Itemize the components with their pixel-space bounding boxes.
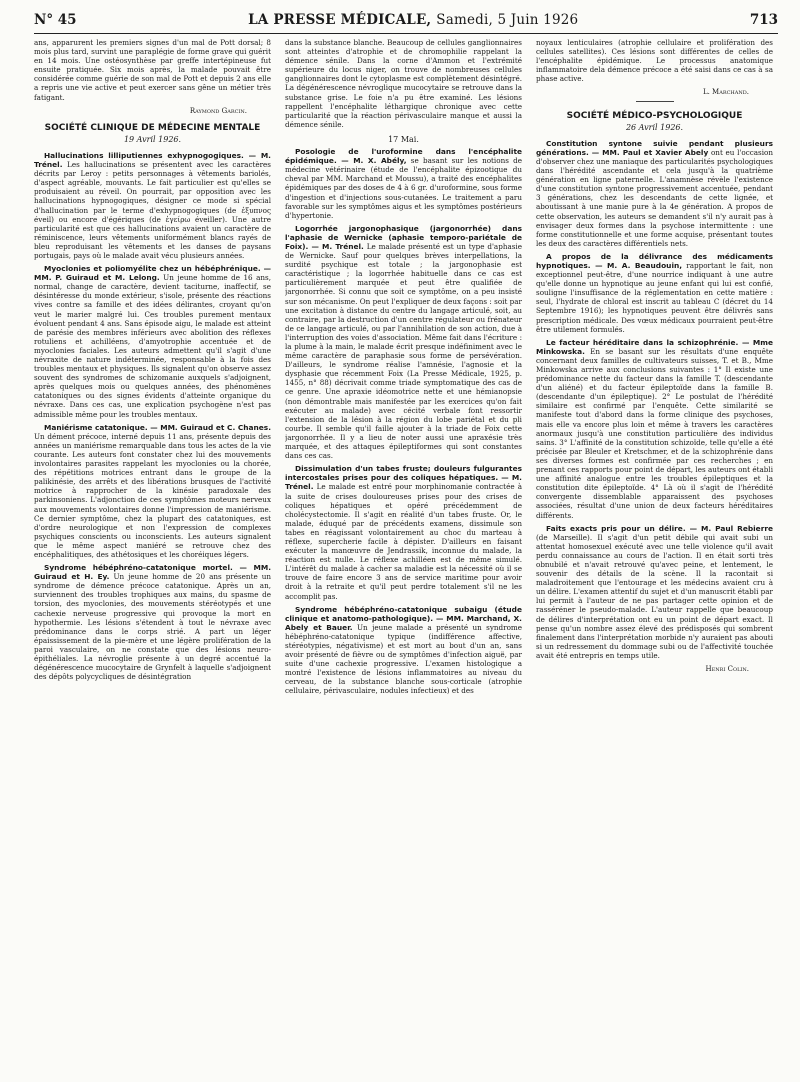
article-title: Syndrome hébéphréno-catatonique subaigu (étude clinique et anatomo-pathologique). — MM. Marchand, X. Abely et Bauer. [285,604,522,632]
page-number: 713 [749,12,778,28]
article-title: Logorrhée jargonophasique (jargonorrhée) dans l'aphasie de Wernicke (aphasie temporo-pariétale de Foix). — M. Trénel. [285,223,522,251]
article-body: se basant sur les notions de médecine vétérinaire (étude de l'encéphalite épizootique du cheval par MM. Marchand et Moussu), a traité des encéphalites épidémiques par des doses de 4 à 6 gr. d'uroformine, sous forme d'ingestion et d'injections sous-cutanées. Le traitement a paru favorable sur les symptômes aigus et les symptômes postérieurs d'hypertonie. [285,156,522,220]
session-date: 17 Mai. [388,134,419,144]
column-2 [285,38,522,696]
column-1 [34,38,271,696]
section-title: SOCIÉTÉ MÉDICO-PSYCHOLOGIQUE [566,110,743,121]
article-title: Myoclonies et poliomyélite chez un hébéphrénique. — MM. P. Guiraud et M. Lelong. [34,264,271,283]
article-title: Syndrome hébéphréno-catatonique mortel. — MM. Guiraud et H. Ey. [34,563,271,582]
article-body: Un jeune homme de 16 ans, normal, change de caractère, devient taciturne, inaffectif, se désintéresse du monde extérieur, s'isole, présente des réactions vives contre sa famille et des idées délirantes, croyant qu'on veut le marier malgré lui. Ces troubles purement mentaux évoluent pendant 4 ans. Sans épisode aigu, le malade est atteint de parésie des membres inférieurs avec abolition des réflexes rotuliens et achilléens, d'amyotrophie accentuée et de myoclonies faciales. Les auteurs admettent qu'il s'agit d'une névraxite de nature indéterminée, responsable à la fois des troubles mentaux et physiques. Ils signalent qu'on observe assez souvent des syndromes de schizomanie auxquels s'adjoignent, après quelques mois ou quelques années, des phénomènes catatoniques ou des signes évidents d'atteinte organique du névraxe. Dans ces cas, une explication psychogène n'est pas admissible même pour les troubles mentaux. [34,273,271,419]
section-title: SOCIÉTÉ CLINIQUE DE MÉDECINE MENTALE [44,122,261,133]
masthead [34,12,778,34]
author-signature: Henri Colin. [705,665,749,673]
article-title: Hallucinations lilliputiennes exhypnogogiques. — M. Trénel. [34,150,271,170]
columns [34,38,778,696]
article-title: Posologie de l'uroformine dans l'encéphalite épidémique. — M. X. Abély, [285,147,522,166]
section-date: 19 Avril 1926. [123,134,182,144]
author-signature: Raymond Garcin. [189,106,247,115]
continued-text: noyaux lenticulaires (atrophie cellulaire et prolifération des cellules satellites). Ces lésions sont différentes de celles de l'encéphalite épidémique. Le processus anatomique inflammatoire dela démence précoce a été saisi dans ce cas à sa phase active. [536,38,773,84]
article-title: Dissimulation d'un tabes fruste; douleurs fulgurantes intercostales prises pour des coliques hépatiques. — M. Trénel. [285,464,522,492]
article-body: rapportant le fait, non exceptionnel peut-être, d'une nourrice indiquant à une autre qu'elle donne un hypnotique au jeune enfant qui lui est confié, souligne l'insuffisance de la réglementation en cette matière : seul, l'hydrate de chloral est inscrit au tableau C (décret du 14 Septembre 1916); les hypnotiques peuvent être délivrés sans prescription médicale. Des vœux médicaux pourraient peut-être être utilement formulés. [536,260,773,334]
issue-number: N° 45 [34,12,77,28]
continued-text: ans, apparurent les premiers signes d'un mal de Pott dorsal; 8 mois plus tard, survint une paraplégie de forme grave qui guérit en 14 mois. Une ostéosynthèse par greffe intertépineuse fut ensuite pratiquée. Six mois après, la malade pouvait être considérée comme guérie de son mal de Pott et depuis 2 ans elle a repris une vie active et peut exercer sans gêne un métier très fatigant. [34,38,271,102]
article-title: Maniérisme catatonique. — MM. Guiraud et C. Chanes. [44,422,271,432]
article-body: En se basant sur les résultats d'une enquête concernant deux familles de cultivateurs suisses, T. et B., Mme Minkowska arrive aux conclusions suivantes : 1° Il existe une prédominance nette du facteur dans la famille T. (descendante d'un aliéné) et du facteur épileptoïde dans la famille B. (descendante d'un épileptique). 2° Le postulat de l'hérédité similaire est confirmé par l'enquête. Cette similarité se manifeste tout d'abord dans la forme clinique des psychoses, mais elle va encore plus loin et même à travers les caractères anormaux jusqu'à une constitution particulière des individus sains. 3° L'affinité de la constitution schizoïde, telle qu'elle a été précisée par Bleuler et Kretschmer, et de la schizophrénie dans ses diverses formes est confirmée par ces recherches ; en prenant ces rapports pour point de départ, les auteurs ont établi une affinité analogue entre les troubles épileptiques et la constitution dite épileptoïde. 4° Là où il s'agit de l'hérédité convergente dissemblable apparaissent des psychoses associées, résultat d'une union de deux facteurs héréditaires différents. [536,346,773,520]
article-title: A propos de la délivrance des médicaments hypnotiques. — M. A. Beaudouin, [536,251,773,270]
article-body: Un dément précoce, interné depuis 11 ans, présente depuis des années un maniérisme remarquable dans tous les actes de la vie courante. Les auteurs font constater chez lui des mouvements involontaires parasites rappelant les myoclonies ou la chorée, des répétitions motrices entrant dans le groupe de la palikinésie, des arrêts et des libérations brusques de l'activité motrice à rapprocher de la kinésie paradoxale des parkinsoniens. L'adjonction de ces symptômes moteurs nerveux aux mouvements volontaires donne l'impression de maniérisme. Ce dernier symptôme, chez la plupart des catatoniques, est d'ordre neurologique et non l'expression de complexes psychiques conscients ou inconscients. Les auteurs signalent que le même aspect maniéré se retrouve chez des encéphalitiques, des athétosiques et les choréiques légers. [34,431,271,559]
article-title: Le facteur héréditaire dans la schizophrénie. — Mme Minkowska. [536,337,773,356]
article-body: Le malade présenté est un type d'aphasie de Wernicke. Sauf pour quelques brèves interpellations, la surdité psychique est totale ; la jargonophasie est caractéristique ; la logorrhée habituelle dans ce cas est particulièrement marquée et peut être qualifiée de jargonorrhée. Si connu que soit ce symptôme, on a peu insisté sur son mécanisme. On peut l'expliquer de deux façons : soit par une excitation à distance du centre du langage articulé, soit, au contraire, par la destruction d'un centre régulateur ou frénateur de ce langage articulé, ou par l'annihilation de son action, due à l'interruption des voies d'association. Même fait dans l'écriture : la plume à la main, le malade écrit presque indéfiniment avec le même caractère de paraphasie sous forme de persévération. D'ailleurs, le syndrome réalise l'amnésie, l'agnosie et la dysphasie que récemment Foix (La Presse Médicale, 1925, p. 1455, n° 88) décrivait comme triade symptomatique des cas de ce genre. Une apraxie idéomotrice nette et une hémianopsie (non démontrable mais manifestée par les exercices qu'on fait exécuter au malade) avec cécité verbale font ressortir l'extension de la lésion à la région du lobe pariétal et du pli courbe. Il semble qu'il faille ajouter à la triade de Foix cette jargonorrhée. Il y a lieu de noter aussi une apraxésie très marquée, et des attaques épileptiformes qui sont constantes dans ces cas. [285,241,522,461]
section-divider [636,101,674,102]
section-date: 26 Avril 1926. [625,122,684,132]
article-body: Les hallucinations se présentent avec les caractères décrits par Leroy : petits personnages à vêtements bariolés, d'aspect agréable, mouvants. Le fait particulier est qu'elles se produisaient au réveil. On pourrait, par opposition avec les hallucinations hypnogogiques, désigner ce mode si spécial d'hallucination par le terme d'exhypnogogiques (de ἐξυπνος éveil) ou encore d'égériques (de ἐγείρω éveiller). Une autre particularité est que ces hallucinations avaient un caractère de réminiscence, leurs vêtements uniformément blancs rayés de bleu reproduisant les vêtements et les danses de paysans portugais, pays où le malade avait vécu plusieurs années. [34,160,271,260]
article-body: Le malade est entré pour morphinomanie contractée à la suite de crises douloureuses prises pour des crises de coliques hépatiques et opéré précédemment de cholécystectomie. Il s'agit en réalité d'un tabes fruste. Or, le malade, éduqué par de précédents examens, dissimule son tabes en réagissant volontairement au choc du marteau à réflexe, supercherie facile à dépister. D'ailleurs en faisant exécuter la manœuvre de Jendrassik, inconnue du malade, la réaction est nulle. Le réflexe achilléen est de même simulé. L'intérêt du malade à cacher sa maladie est la nécessité où il se trouve de faire encore 3 ans de service maritime pour avoir droit à la retraite et qu'il peut perdre totalement s'il ne les accomplit pas. [285,482,522,601]
issue-date: Samedi, 5 Juin 1926 [436,12,579,28]
article-title: Faits exacts pris pour un délire. — M. Paul Rebierre [546,523,773,533]
continued-text: dans la substance blanche. Beaucoup de cellules ganglionnaires sont atteintes d'atrophie et de chromophilie rappelant la démence sénile. Dans la corne d'Ammon et l'extrémité supérieure du locus niger, on trouve de nombreuses cellules ganglionnaires dont le cytoplasme est complètement désintégré. La dégénérescence névroglique mucocytaire se retrouve dans la substance grise. Le foie n'a pu être examiné. Les lésions rappellent l'encéphalite léthargique chronique avec cette particularité que la réaction périvasculaire manque et aussi la démence sénile. [285,38,522,129]
author-signature: L. Marchand. [702,88,749,97]
column-3 [536,38,773,696]
journal-name: LA PRESSE MÉDICALE, [248,12,432,28]
journal-title [248,12,578,28]
article-body: Un jeune malade a présenté un syndrome hébéphréno-catatonique typique (indifférence affective, stéréotypies, négativisme) et est mort au bout d'un an, sans avoir présenté de fièvre ou de symptômes d'infection aiguë, par suite d'une cachexie progressive. L'examen histologique a montré l'existence de lésions inflammatoires au niveau du cerveau, de la substance blanche sous-corticale (atrophie cellulaire, périvasculaire, nodules infectieux) et des [285,622,522,696]
article-title: Constitution syntone suivie pendant plusieurs générations. — MM. Paul et Xavier Abely [536,138,773,157]
article-body: Un jeune homme de 20 ans présente un syndrome de démence précoce catatonique. Après un an, surviennent des troubles trophiques aux mains, du spasme de torsion, des myoclonies, des mouvements stéréotypés et une cachexie nerveuse progressive qui provoque la mort en hypothermie. Les lésions s'étendent à tout le névraxe avec prédominance dans le corps strié. A part un léger épaississement de la pie-mère et une légère prolifération de la paroi vasculaire, on ne constate que des lésions neuro-épithéliales. La névroglie présente à un degré accentué la dégénérescence mucocytaire de Grynfelt à laquelle s'adjoignent des dépôts polycycliques de désintégration [34,572,271,682]
article-body: ont eu l'occasion d'observer chez une maniaque des particularités psychologiques dans l'hérédité ascendante et cela jusqu'à la quatrième génération en ligne paternelle. L'anamnèse révèle l'existence d'une constitution syntone progressivement accentuée, pendant 3 générations, chez les descendants de cette lignée, et aboutissant à une manie pure à la 4e génération. A propos de cette observation, les auteurs se demandent s'il n'y aurait pas à envisager deux formes dans la psychose intermittente : une forme constitutionnelle et une forme acquise, présentant toutes les deux des caractères différentiels nets. [536,147,773,248]
article-body: (de Marseille). Il s'agit d'un petit débile qui avait subi un attentat homosexuel exécuté avec une telle violence qu'il avait perdu connaissance au cours de l'action. Il en était sorti très obnubilé et n'avait retrouvé qu'avec peine, et lentement, le souvenir des détails de la scène. Il la racontait si maladroitement que l'entourage et les médecins avaient cru à un délire. L'examen attentif du sujet et d'un manuscrit établi par lui permit à l'auteur de ne pas partager cette opinion et de rasséréner le pseudo-malade. L'auteur rappelle que beaucoup de délires d'interprétation ont eu un point de départ exact. Il pense qu'un nombre assez élevé des prédisposés qui sombrent finalement dans l'interprétation morbide n'y auraient pas abouti si un redressement du dommage subi ou de l'affectivité touchée avait été entrepris en temps utile. [536,532,773,660]
